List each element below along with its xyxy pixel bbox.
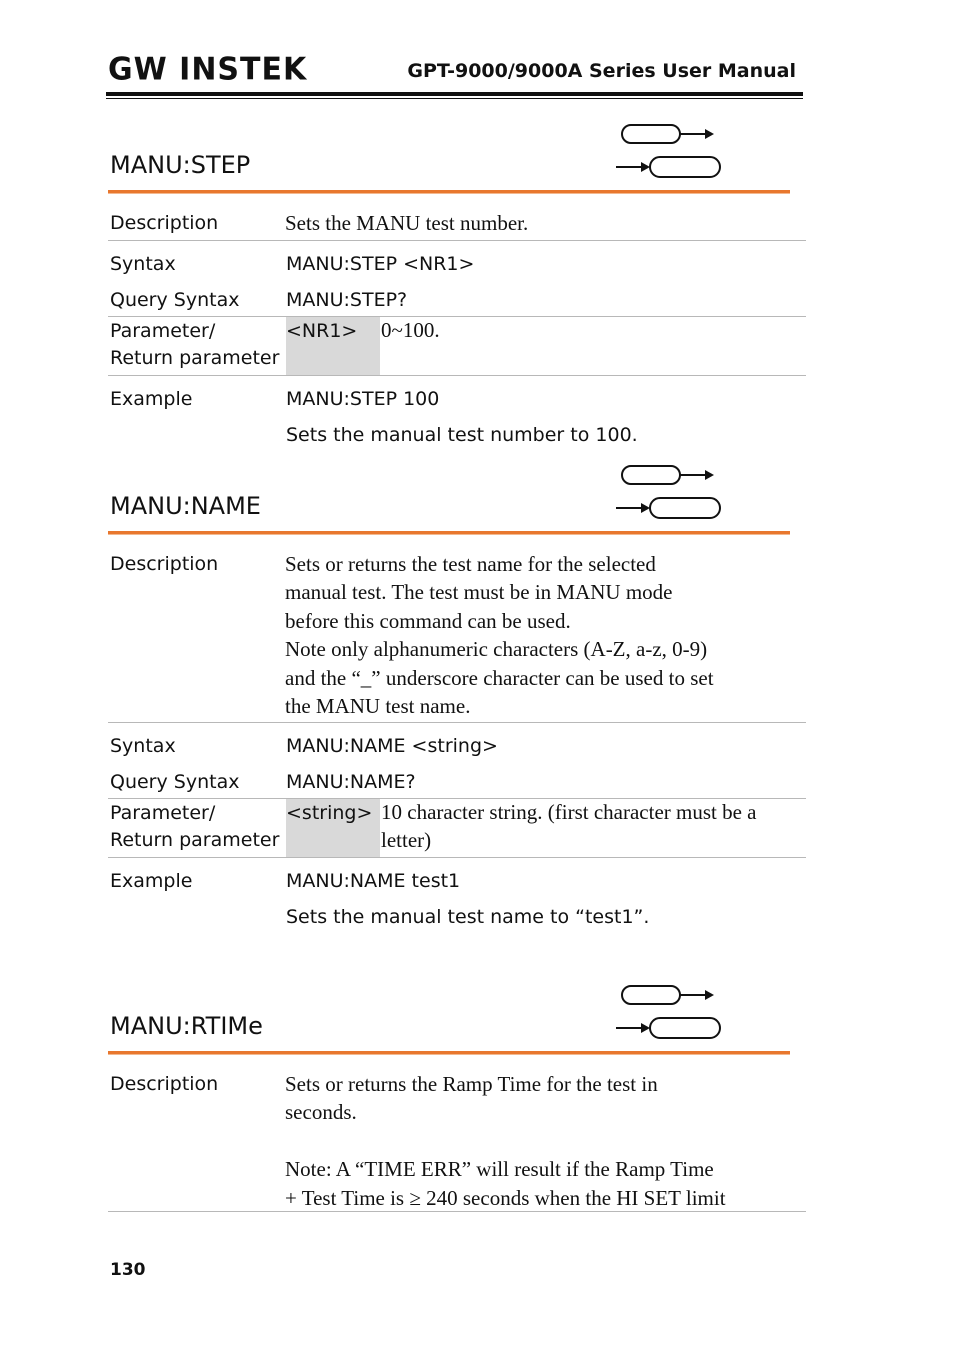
row-divider (108, 722, 806, 723)
query-syntax-text: MANU:STEP? (286, 289, 408, 311)
label-description: Description (110, 212, 219, 234)
label-syntax: Syntax (110, 253, 176, 275)
parameter-name: <string> (286, 799, 380, 857)
page-number: 130 (110, 1260, 146, 1280)
label-syntax: Syntax (110, 735, 176, 757)
example-command: MANU:STEP 100 (286, 388, 440, 410)
manual-title: GPT-9000/9000A Series User Manual (407, 60, 796, 82)
parameter-description: 10 character string. (first character must be a letter) (381, 800, 757, 853)
set-query-command-icon (614, 122, 724, 178)
set-query-command-icon (614, 463, 724, 519)
syntax-text: MANU:STEP <NR1> (286, 253, 475, 275)
label-return-parameter: Return parameter (110, 829, 280, 851)
section-rule (108, 531, 790, 534)
query-syntax-text: MANU:NAME? (286, 771, 416, 793)
row-divider (108, 375, 806, 376)
label-description: Description (110, 553, 219, 575)
label-example: Example (110, 388, 193, 410)
section-rule (108, 190, 790, 193)
description-text: Sets or returns the test name for the selected manual test. The test must be in MANU mode before this command can be used. Note only alphanumeric characters (A-Z, a-z, 0-9) and the “_” underscore character can be used to set the MANU test name. (285, 552, 714, 719)
label-parameter: Parameter/ (110, 320, 216, 342)
label-return-parameter: Return parameter (110, 347, 280, 369)
label-query-syntax: Query Syntax (110, 771, 240, 793)
header-rule (106, 92, 803, 96)
parameter-description: 0~100. (381, 318, 440, 342)
header-rule-thin (106, 98, 803, 99)
row-divider (108, 857, 806, 858)
example-command: MANU:NAME test1 (286, 870, 461, 892)
row-divider (108, 240, 806, 241)
row-divider (108, 1211, 806, 1212)
section-title-manu-step: MANU:STEP (110, 151, 251, 179)
label-query-syntax: Query Syntax (110, 289, 240, 311)
example-description: Sets the manual test name to “test1”. (286, 906, 650, 928)
description-text: Sets the MANU test number. (285, 211, 529, 235)
section-rule (108, 1051, 790, 1054)
parameter-name: <NR1> (286, 317, 380, 375)
label-example: Example (110, 870, 193, 892)
label-parameter: Parameter/ (110, 802, 216, 824)
syntax-text: MANU:NAME <string> (286, 735, 498, 757)
set-query-command-icon (614, 983, 724, 1039)
description-text: Sets or returns the Ramp Time for the test in seconds. Note: A “TIME ERR” will result if the Ramp Time + Test Time is ≥ 240 seconds when the HI SET limit (285, 1072, 726, 1210)
section-title-manu-name: MANU:NAME (110, 492, 261, 520)
brand-logo: GW INSTEK (108, 51, 308, 88)
section-title-manu-rtime: MANU:RTIMe (110, 1012, 263, 1040)
example-description: Sets the manual test number to 100. (286, 424, 638, 446)
label-description: Description (110, 1073, 219, 1095)
